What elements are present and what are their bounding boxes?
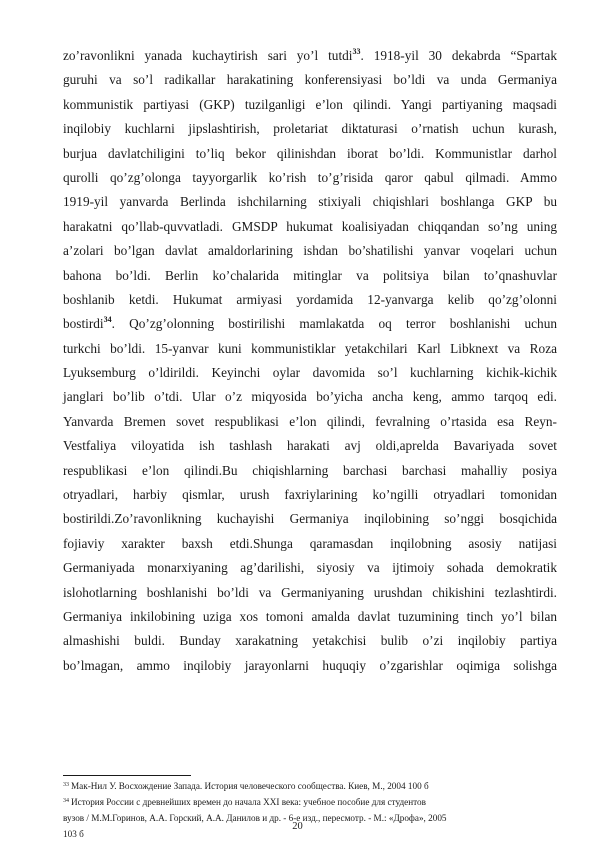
text-line: kommunistik partiyasi (GKP) tuzilganligi e’lon qilindi. Yangi partiyaning maqsadi bbox=[63, 96, 557, 112]
text-line: bo’lmagan, ammo inqilobiy jarayonlarni huquqiy o’zgarishlar oqimiga solishga bbox=[63, 657, 557, 673]
text-line: bahona bo’ldi. Berlin ko’chalarida mitinglar va politsiya bilan to’qnashuvlar bbox=[63, 267, 557, 283]
text-line: qurolli qo’zg’olonga tayyorgarlik ko’rish to’g’risida qaror qabul qilmadi. Ammo bbox=[63, 169, 557, 185]
text-line: turkchi bo’ldi. 15-yanvar kuni kommunistiklar yetakchilari Karl Libknext va Roza bbox=[63, 340, 557, 356]
text-line: harakatni qo’llab-quvvatladi. GMSDP hukumat koalisiyadan chiqqandan so’ng uning bbox=[63, 218, 557, 234]
footnote-ref[interactable]: 34 bbox=[103, 315, 112, 325]
text-line: otryadlari, harbiy qismlar, urush faxriylarining ko’ngilli otryadlari tomonidan bbox=[63, 487, 557, 503]
footnote-34-continuation: 103 б bbox=[63, 829, 84, 839]
text-line: fojiaviy xarakter baxsh etdi.Shunga qaramasdan inqilobning asosiy natijasi bbox=[63, 535, 557, 551]
footnote-divider bbox=[63, 775, 191, 776]
footnotes bbox=[63, 778, 557, 842]
text-line: Germaniyada monarxiyaning ag’darilishi, siyosiy va ijtimoiy sohada demokratik bbox=[63, 560, 557, 576]
page-number: 20 bbox=[292, 821, 303, 832]
text-line: Vestfaliya viloyatida ish tashlash harakati avj oldi,aprelda Bavariyada sovet bbox=[63, 438, 557, 454]
text-line: a’zolari bo’lgan davlat amaldorlarining ishdan bo’shatilishi yanvar voqelari uchun bbox=[63, 243, 557, 259]
footnote-text: Мак-Нил У. Восхождение Запада. История человеческого сообщества. Киев, М., 2004 100 б bbox=[71, 781, 429, 791]
text-line: Germaniya inkilobining uziga xos tomoni amalda davlat tuzumining tinch yo’l bilan bbox=[63, 608, 557, 624]
text-line: inqilobiy kuchlarni jipslashtirish, proletariat diktaturasi o’rnatish uchun kurash, bbox=[63, 121, 557, 137]
text-line: burjua davlatchiligini to’liq bekor qilinishdan iborat bo’ldi. Kommunistlar darhol bbox=[63, 145, 557, 161]
text-line: Lyuksemburg o’ldirildi. Keyinchi oylar davomida so’l kuchlarning kichik-kichik bbox=[63, 365, 557, 381]
body-text bbox=[63, 44, 557, 678]
text-line: respublikasi e’lon qilindi.Bu chiqishlarning barchasi barchasi mahalliy posiya bbox=[63, 462, 557, 478]
footnote-number: 33 bbox=[63, 782, 69, 788]
text-line: 1919-yil yanvarda Berlinda ishchilarning stixiyali chiqishlari boshlanga GKP bu bbox=[63, 194, 557, 210]
text-line: bostirildi.Zo’ravonlikning kuchayishi Germaniya inqilobining so’nggi bosqichida bbox=[63, 511, 557, 527]
footnote-ref[interactable]: 33 bbox=[352, 47, 361, 56]
footnote-34-continuation: вузов / М.М.Горинов, А.А. Горский, А.А. Данилов и др. - 6-е изд., пересмотр. - М.: «Дрофа», 2005 bbox=[63, 813, 447, 823]
text-line: almashishi buldi. Bunday xarakatning yetakchisi bulib o’zi inqilobiy partiya bbox=[63, 633, 557, 649]
text-line: islohotlarning boshlanishi bo’ldi va Germaniyaning urushdan chikishini tezlashtirdi. bbox=[63, 584, 557, 600]
footnote-text: История России с древнейших времен до начала XXI века: учебное пособие для студентов bbox=[71, 797, 426, 807]
text-line: guruhi va so’l radikallar harakatining konferensiyasi bo’ldi va unda Germaniya bbox=[63, 72, 557, 88]
text-line: Yanvarda Bremen sovet respublikasi e’lon qilindi, fevralning o’rtasida esa Reyn- bbox=[63, 413, 557, 429]
text-line: bostirdi$^{34}$. Qo’zg’olonning bostirilishi mamlakatda oq terror boshlanishi uchun bbox=[63, 315, 557, 332]
text-line: boshlanib ketdi. Hukumat armiyasi yordamida 12-yanvarga kelib qo’zg’olonni bbox=[63, 291, 557, 307]
footnote-33 bbox=[63, 778, 557, 794]
footnote-34 bbox=[63, 794, 557, 810]
text-line: zo’ravonlikni yanada kuchaytirish sari yo’l tutdi$^{33}$. 1918-yil 30 dekabrda “Spartak bbox=[63, 47, 557, 63]
text-line: janglari bo’lib o’tdi. Ular o’z miqyosida bo’yicha ancha keng, ammo tarqoq edi. bbox=[63, 389, 557, 405]
footnote-number: 34 bbox=[63, 798, 69, 804]
